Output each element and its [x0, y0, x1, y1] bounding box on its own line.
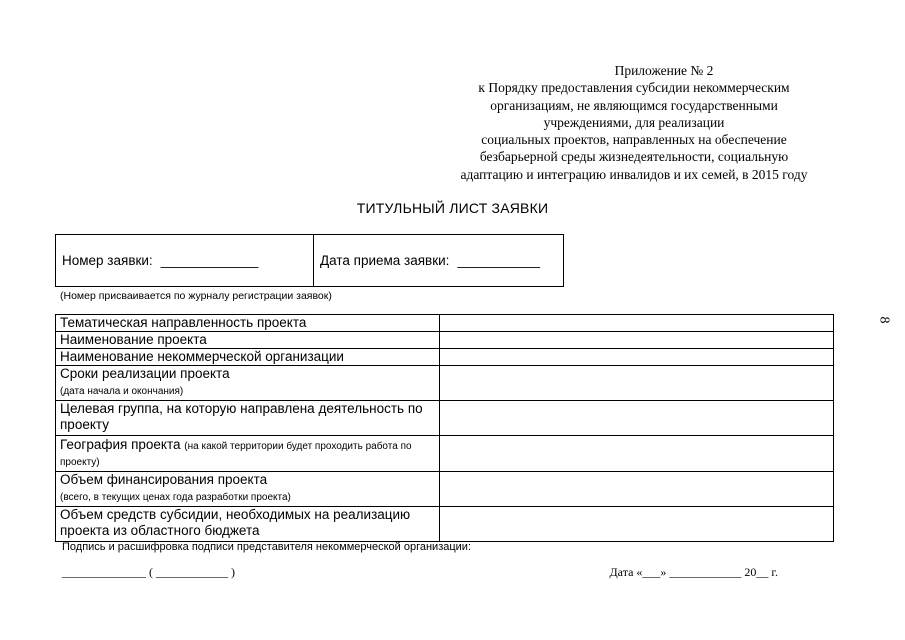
table-row: [56, 507, 834, 542]
document-title: ТИТУЛЬНЫЙ ЛИСТ ЗАЯВКИ: [356, 200, 549, 216]
signature-field[interactable]: ______________ ( ____________ ): [62, 565, 235, 579]
row-value-field[interactable]: [440, 472, 834, 507]
table-row: [56, 401, 834, 436]
receipt-date-cell: [314, 235, 563, 286]
signature-caption: Подпись и расшифровка подписи представителя некоммерческой организации:: [62, 541, 472, 553]
row-value-field[interactable]: [440, 366, 834, 401]
row-note: (всего, в текущих ценах года разработки проекта): [60, 492, 291, 503]
signature-date-field[interactable]: Дата «___» ____________ 20__ г.: [609, 565, 778, 579]
row-value-field[interactable]: [440, 315, 834, 332]
appendix-header: [424, 62, 844, 183]
receipt-date-field[interactable]: ___________: [457, 253, 541, 268]
row-label: Наименование некоммерческой организации: [56, 349, 440, 366]
application-number-field[interactable]: _____________: [160, 253, 259, 268]
row-value-field[interactable]: [440, 436, 834, 472]
registration-box: [55, 234, 564, 287]
header-line: учреждениями, для реализации: [543, 114, 725, 130]
project-info-table: [55, 314, 834, 542]
row-note: (дата начала и окончания): [60, 386, 184, 397]
application-number-cell: [56, 235, 314, 286]
row-label: Наименование проекта: [56, 332, 440, 349]
header-line: к Порядку предоставления субсидии некоммерческим: [478, 80, 790, 96]
application-number-label: Номер заявки:: [62, 253, 153, 268]
table-row: [56, 472, 834, 507]
header-line: безбарьерной среды жизнедеятельности, социальную: [479, 149, 789, 165]
row-value-field[interactable]: [440, 401, 834, 436]
table-row: [56, 366, 834, 401]
row-note: (на какой территории будет проходить работа по проекту): [60, 441, 412, 468]
row-label: Тематическая направленность проекта: [56, 315, 440, 332]
row-value-field[interactable]: [440, 507, 834, 542]
table-row: [56, 349, 834, 366]
row-label: Целевая группа, на которую направлена деятельность по проекту: [56, 401, 440, 436]
header-line: адаптацию и интеграцию инвалидов и их семей, в 2015 году: [460, 166, 808, 182]
row-value-field[interactable]: [440, 349, 834, 366]
receipt-date-label: Дата приема заявки:: [320, 253, 450, 268]
row-label: Сроки реализации проекта (дата начала и окончания): [56, 366, 440, 401]
row-label: Объем средств субсидии, необходимых на реализацию проекта из областного бюджета: [56, 507, 440, 542]
table-row: [56, 436, 834, 472]
row-label: Объем финансирования проекта (всего, в текущих ценах года разработки проекта): [56, 472, 440, 507]
page-number: 8: [876, 316, 892, 324]
header-line: социальных проектов, направленных на обеспечение: [481, 132, 787, 148]
row-label: География проекта (на какой территории будет проходить работа по проекту): [56, 436, 440, 472]
row-value-field[interactable]: [440, 332, 834, 349]
header-line: организациям, не являющимся государственными: [490, 97, 778, 113]
header-line: Приложение № 2: [614, 63, 714, 78]
table-row: [56, 332, 834, 349]
table-row: [56, 315, 834, 332]
registration-note: (Номер присваивается по журналу регистрации заявок): [60, 290, 332, 302]
